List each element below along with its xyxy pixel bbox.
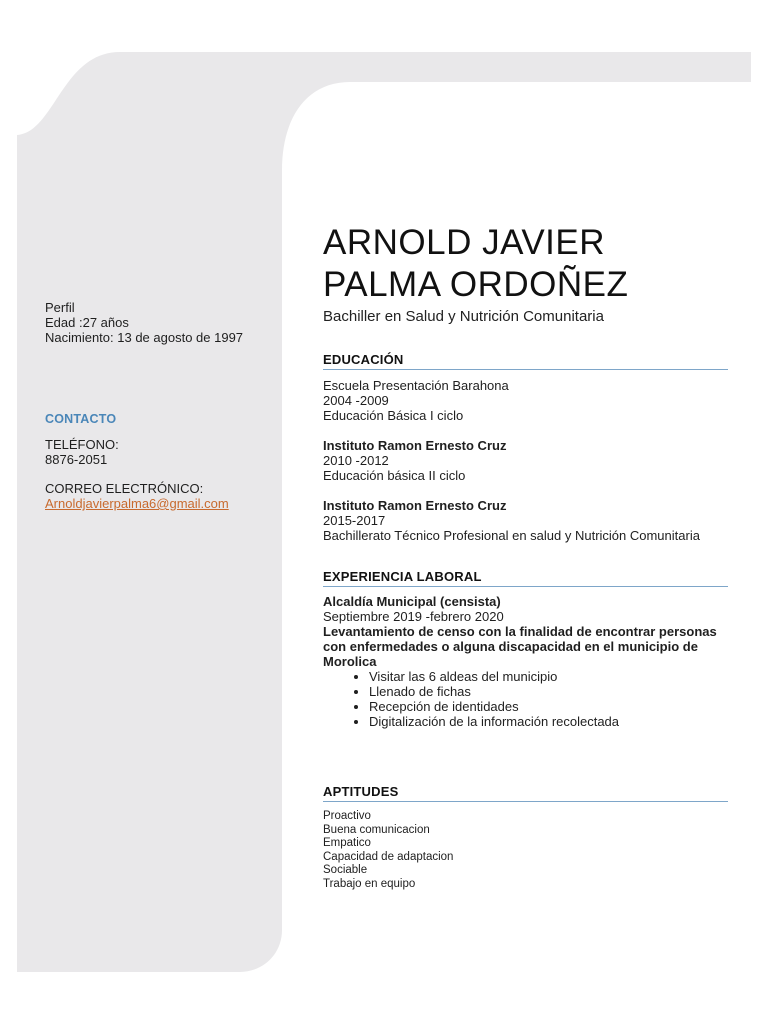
- list-item: • Llenado de fichas: [369, 684, 728, 699]
- skills-title: APTITUDES: [323, 784, 728, 802]
- education-title: EDUCACIÓN: [323, 352, 728, 370]
- email-link[interactable]: Arnoldjavierpalma6@gmail.com: [45, 496, 229, 511]
- list-item: Capacidad de adaptacion: [323, 850, 454, 863]
- list-item: • Recepción de identidades: [369, 699, 728, 714]
- skills-list: [323, 810, 728, 891]
- list-item: Sociable: [323, 864, 368, 876]
- job-description: Levantamiento de censo con la finalidad de encontrar personas con enfermedades o alguna discapacidad en el municipio de Morolica: [323, 624, 717, 669]
- subtitle: Bachiller en Salud y Nutrición Comunitaria: [323, 308, 604, 325]
- education-entry: [323, 438, 728, 483]
- sidebar: [45, 300, 275, 511]
- education-entry: [323, 378, 728, 423]
- school-years: 2010 -2012: [323, 453, 389, 468]
- list-item: Empatico: [323, 837, 371, 849]
- school-years: 2004 -2009: [323, 393, 389, 408]
- profile-label: Perfil: [45, 300, 75, 315]
- job-role: Alcaldía Municipal (censista): [323, 594, 501, 609]
- education-entry: [323, 498, 728, 543]
- job-period: Septiembre 2019 -febrero 2020: [323, 609, 504, 624]
- list-item: Trabajo en equipo: [323, 877, 416, 890]
- job-tasks: [323, 669, 728, 729]
- profile-age: Edad :27 años: [45, 315, 129, 330]
- school-name: Instituto Ramon Ernesto Cruz: [323, 498, 507, 513]
- list-item: Proactivo: [323, 810, 371, 822]
- email-label: CORREO ELECTRÓNICO:: [45, 481, 204, 496]
- profile-birth: Nacimiento: 13 de agosto de 1997: [45, 330, 244, 345]
- school-name: Instituto Ramon Ernesto Cruz: [323, 438, 507, 453]
- main-content: [323, 222, 728, 891]
- list-item: Buena comunicacion: [323, 823, 430, 836]
- school-name: Escuela Presentación Barahona: [323, 378, 509, 393]
- school-level: Educación básica II ciclo: [323, 468, 466, 483]
- contact-section: [45, 437, 275, 511]
- skills-section: [323, 784, 728, 891]
- list-item: • Digitalización de la información recolectada: [369, 714, 728, 729]
- experience-section: [323, 569, 728, 729]
- phone-value: 8876-2051: [45, 452, 108, 467]
- education-section: [323, 352, 728, 543]
- school-years: 2015-2017: [323, 513, 386, 528]
- list-item: • Visitar las 6 aldeas del municipio: [369, 669, 728, 684]
- school-level: Bachillerato Técnico Profesional en salud y Nutrición Comunitaria: [323, 528, 700, 543]
- profile-section: [45, 300, 275, 345]
- contact-heading: CONTACTO: [45, 412, 117, 426]
- experience-title: EXPERIENCIA LABORAL: [323, 569, 728, 587]
- name-line-2: PALMA ORDOÑEZ: [323, 265, 629, 304]
- name-line-1: ARNOLD JAVIER: [323, 223, 606, 262]
- school-level: Educación Básica I ciclo: [323, 408, 464, 423]
- phone-label: TELÉFONO:: [45, 437, 119, 452]
- full-name: [323, 222, 728, 306]
